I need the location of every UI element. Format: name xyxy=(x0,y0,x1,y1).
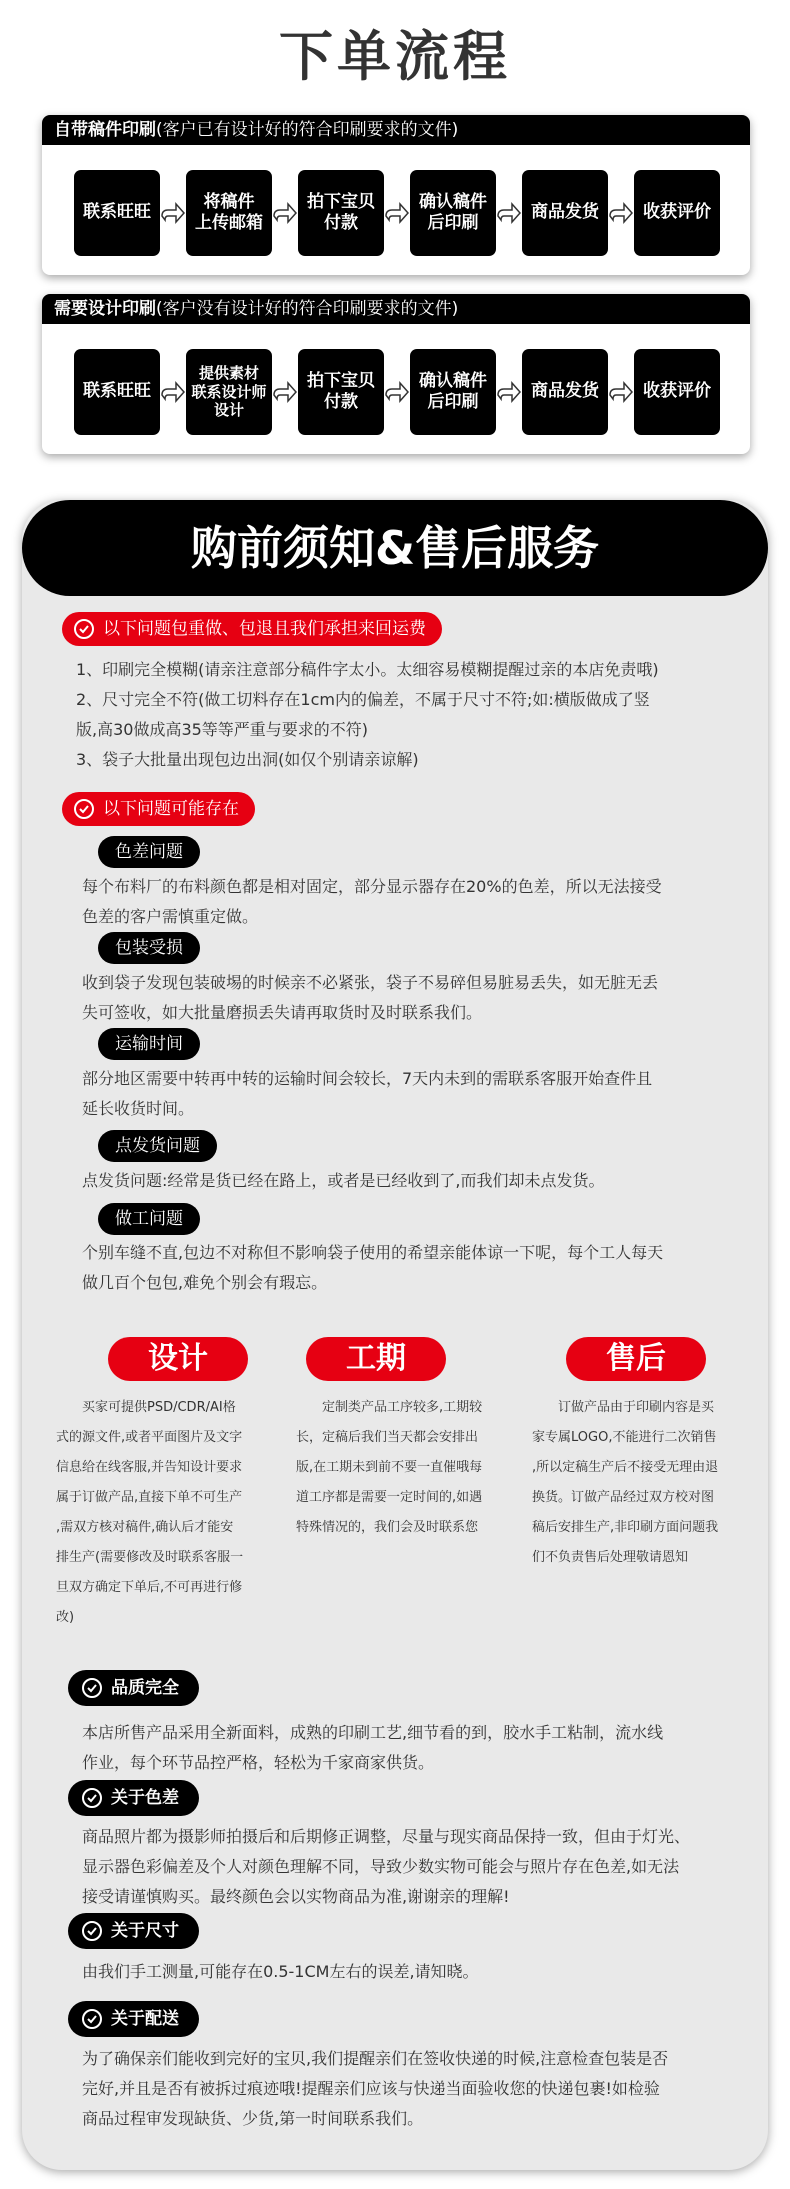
redo-pill-label: 以下问题包重做、包退且我们承担来回运费 xyxy=(103,619,426,639)
size-line: 由我们手工测量,可能存在0.5-1CM左右的误差,请知晓。 xyxy=(82,1962,479,1981)
column-line: 长，定稿后我们当天都会安排出 xyxy=(296,1430,479,1445)
column-line: 特殊情况的，我们会及时联系您 xyxy=(296,1520,479,1535)
issue-tag: 点发货问题 xyxy=(98,1130,217,1162)
check-circle-icon xyxy=(74,619,94,639)
arrow-right-icon xyxy=(384,198,410,228)
column-line: 信息给在线客服,并告知设计要求 xyxy=(56,1460,243,1475)
arrow-right-icon xyxy=(496,377,522,407)
delivery-pill xyxy=(68,2001,199,2037)
column-line: ,所以定稿生产后不接受无理由退 xyxy=(532,1460,719,1475)
column-text-schedule xyxy=(296,1393,506,1543)
issue-tag: 做工问题 xyxy=(98,1203,200,1235)
delivery-line: 为了确保亲们能收到完好的宝贝,我们提醒亲们在签收快递的时候,注意检查包装是否 xyxy=(82,2049,669,2068)
quality-pill xyxy=(68,1670,199,1706)
redo-item: 版,高30做成高35等等严重与要求的不符) xyxy=(76,720,369,739)
color-text xyxy=(82,1822,752,1912)
issue-tag: 运输时间 xyxy=(98,1028,200,1060)
flow-panel-header xyxy=(42,115,750,145)
delivery-line: 商品过程审发现缺货、少货,第一时间联系我们。 xyxy=(82,2109,424,2128)
check-circle-icon xyxy=(82,1921,102,1941)
delivery-line: 完好,并且是否有被拆过痕迹哦!提醒亲们应该与快递当面验收您的快递包裹!如检验 xyxy=(82,2079,660,2098)
redo-item: 3、袋子大批量出现包边出洞(如仅个别请亲谅解) xyxy=(76,750,419,769)
column-text-design xyxy=(56,1393,266,1633)
check-circle-icon xyxy=(82,2009,102,2029)
issue-line: 延长收货时间。 xyxy=(82,1099,195,1118)
issue-line: 色差的客户需慎重定做。 xyxy=(82,907,259,926)
delivery-pill-label: 关于配送 xyxy=(111,2009,179,2029)
issue-text xyxy=(82,1166,752,1196)
flow-panel-title: 自带稿件印刷 xyxy=(54,120,156,140)
column-title-schedule: 工期 xyxy=(306,1337,446,1381)
quality-line: 本店所售产品采用全新面料，成熟的印刷工艺,细节看的到，胶水手工粘制，流水线 xyxy=(82,1723,664,1742)
arrow-right-icon xyxy=(272,198,298,228)
issue-text xyxy=(82,1064,752,1124)
size-pill-label: 关于尺寸 xyxy=(111,1921,179,1941)
column-line: 改) xyxy=(56,1610,75,1625)
redo-item: 1、印刷完全模糊(请亲注意部分稿件字太小。太细容易模糊提醒过亲的本店免责哦) xyxy=(76,660,659,679)
column-title-aftersale: 售后 xyxy=(566,1337,706,1381)
arrow-right-icon xyxy=(160,377,186,407)
column-text-aftersale xyxy=(532,1393,742,1573)
flow-step: 收获评价 xyxy=(634,170,720,256)
check-circle-icon xyxy=(74,799,94,819)
issue-line: 做几百个包包,难免个别会有瑕忘。 xyxy=(82,1273,328,1292)
color-pill-label: 关于色差 xyxy=(111,1788,179,1808)
arrow-right-icon xyxy=(608,377,634,407)
quality-pill-label: 品质完全 xyxy=(111,1678,179,1698)
column-line: 式的源文件,或者平面图片及文字 xyxy=(56,1430,243,1445)
flow-panel-title: 需要设计印刷 xyxy=(54,299,156,319)
redo-list xyxy=(76,655,756,775)
column-line: 们不负责售后处理敬请恩知 xyxy=(532,1550,689,1565)
column-line: 换货。订做产品经过双方校对图 xyxy=(532,1490,715,1505)
redo-pill xyxy=(62,612,442,646)
column-line: 订做产品由于印刷内容是买 xyxy=(558,1400,715,1415)
flow-title: 下单流程 xyxy=(279,25,511,88)
issue-tag: 色差问题 xyxy=(98,836,200,868)
flow-step: 商品发货 xyxy=(522,170,608,256)
flow-step: 收获评价 xyxy=(634,349,720,435)
column-line: 版,在工期未到前不要一直催哦每 xyxy=(296,1460,483,1475)
column-title-design: 设计 xyxy=(108,1337,248,1381)
flow-step: 联系旺旺 xyxy=(74,170,160,256)
issue-line: 部分地区需要中转再中转的运输时间会较长，7天内未到的需联系客服开始查件且 xyxy=(82,1069,653,1088)
flow-panel-need-design xyxy=(42,294,750,454)
possible-pill xyxy=(62,792,255,826)
arrow-right-icon xyxy=(496,198,522,228)
issue-text xyxy=(82,968,752,1028)
size-pill xyxy=(68,1913,199,1949)
column-line: 道工序都是需要一定时间的,如遇 xyxy=(296,1490,483,1505)
column-line: 排生产(需要修改及时联系客服一 xyxy=(56,1550,244,1565)
column-line: 家专属LOGO,不能进行二次销售 xyxy=(532,1430,717,1445)
color-line: 接受请谨慎购买。最终颜色会以实物商品为准,谢谢亲的理解! xyxy=(82,1887,510,1906)
flow-panel-subtitle: (客户已有设计好的符合印刷要求的文件) xyxy=(156,120,459,140)
column-line: ,需双方核对稿件,确认后才能安 xyxy=(56,1520,234,1535)
issue-tag: 包装受损 xyxy=(98,932,200,964)
column-line: 定制类产品工序较多,工期较 xyxy=(322,1400,483,1415)
flow-step: 联系旺旺 xyxy=(74,349,160,435)
flow-panel-header xyxy=(42,294,750,324)
delivery-text xyxy=(82,2044,752,2134)
possible-pill-label: 以下问题可能存在 xyxy=(103,799,239,819)
color-line: 商品照片都为摄影师拍摄后和后期修正调整，尽量与现实商品保持一致，但由于灯光、 xyxy=(82,1827,691,1846)
flow-step: 提供素材 联系设计师 设计 xyxy=(186,349,272,435)
arrow-right-icon xyxy=(608,198,634,228)
column-line: 旦双方确定下单后,不可再进行修 xyxy=(56,1580,243,1595)
flow-step: 拍下宝贝 付款 xyxy=(298,349,384,435)
issue-text xyxy=(82,1238,752,1298)
flow-step: 确认稿件 后印刷 xyxy=(410,349,496,435)
flow-step: 将稿件 上传邮箱 xyxy=(186,170,272,256)
column-line: 买家可提供PSD/CDR/AI格 xyxy=(82,1400,236,1415)
check-circle-icon xyxy=(82,1788,102,1808)
issue-text xyxy=(82,872,752,932)
arrow-right-icon xyxy=(384,377,410,407)
issue-line: 点发货问题:经常是货已经在路上，或者是已经收到了,而我们却未点发货。 xyxy=(82,1171,605,1190)
redo-item: 2、尺寸完全不符(做工切料存在1cm内的偏差，不属于尺寸不符;如:横版做成了竖 xyxy=(76,690,650,709)
notice-title: 购前须知&售后服务 xyxy=(22,500,768,596)
flow-step: 确认稿件 后印刷 xyxy=(410,170,496,256)
flow-panel-subtitle: (客户没有设计好的符合印刷要求的文件) xyxy=(156,299,459,319)
quality-text xyxy=(82,1718,752,1778)
issue-line: 每个布料厂的布料颜色都是相对固定，部分显示器存在20%的色差，所以无法接受 xyxy=(82,877,662,896)
arrow-right-icon xyxy=(160,198,186,228)
color-pill xyxy=(68,1780,199,1816)
issue-line: 收到袋子发现包装破埸的时候亲不必紧张，袋子不易碎但易脏易丢失，如无脏无丢 xyxy=(82,973,659,992)
flow-panel-own-file xyxy=(42,115,750,275)
size-text xyxy=(82,1957,752,1987)
issue-line: 失可签收，如大批量磨损丢失请再取货时及时联系我们。 xyxy=(82,1003,483,1022)
check-circle-icon xyxy=(82,1678,102,1698)
column-line: 稿后安排生产,非印刷方面问题我 xyxy=(532,1520,719,1535)
column-line: 属于订做产品,直接下单不可生产 xyxy=(56,1490,243,1505)
flow-step: 商品发货 xyxy=(522,349,608,435)
color-line: 显示器色彩偏差及个人对颜色理解不同，导致少数实物可能会与照片存在色差,如无法 xyxy=(82,1857,680,1876)
arrow-right-icon xyxy=(272,377,298,407)
quality-line: 作业，每个环节品控严格，轻松为千家商家供货。 xyxy=(82,1753,435,1772)
flow-step: 拍下宝贝 付款 xyxy=(298,170,384,256)
issue-line: 个别车缝不直,包边不对称但不影响袋子使用的希望亲能体谅一下呢，每个工人每天 xyxy=(82,1243,664,1262)
